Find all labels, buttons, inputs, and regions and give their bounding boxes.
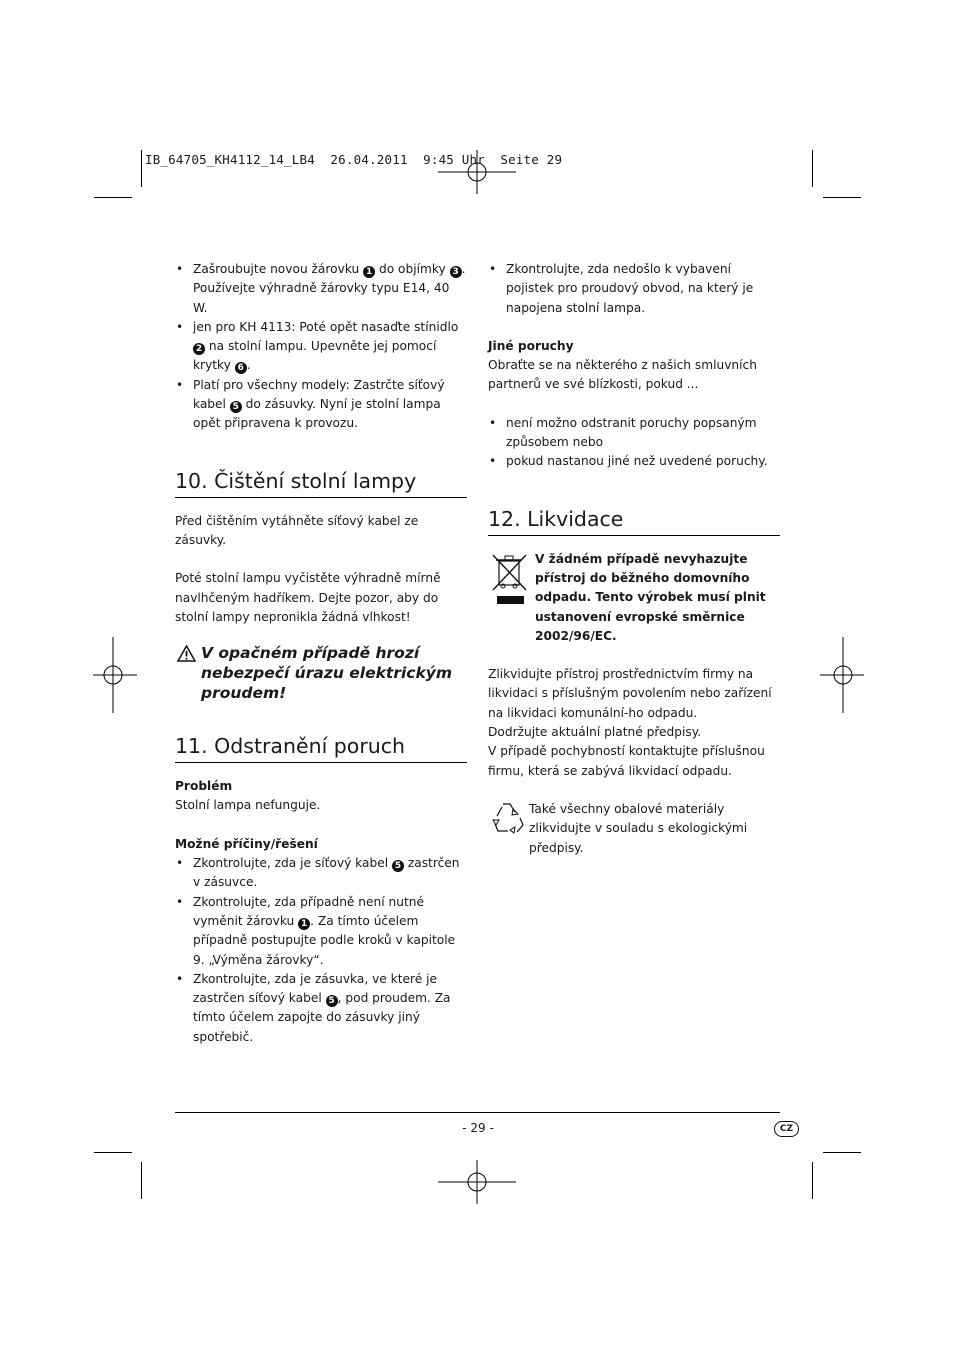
crossed-bin-icon [490, 552, 530, 608]
causes-label: Možné příčiny/řešení [175, 836, 318, 851]
crop-mark [141, 1162, 142, 1199]
crop-mark [823, 197, 861, 198]
list-item: • Zkontrolujte, zda je síťový kabel 5 zastrčen v zásuvce. [175, 854, 467, 893]
crop-mark [94, 1152, 132, 1153]
problem-text: Stolní lampa nefunguje. [175, 798, 321, 813]
left-column [175, 260, 467, 1047]
causes-list [175, 854, 467, 1047]
paragraph: Zlikvidujte přístroj prostřednictvím firmy na likvidaci s příslušným povolením nebo zařízení na likvidaci komunální-ho odpadu. [488, 667, 772, 720]
paragraph: Poté stolní lampu vyčistěte výhradně mírně navlhčeným hadříkem. Dejte pozor, aby do stolní lampy nepronikla žádná vlhkost! [175, 571, 441, 624]
recycling-notice: Také všechny obalové materiály zlikvidujte v souladu s ekologickými předpisy. [488, 800, 780, 858]
language-badge: CZ [774, 1121, 799, 1137]
list-item: • Zašroubujte novou žárovku 1 do objímky 3 . Používejte výhradně žárovky typu E14, 40 W. [175, 260, 467, 318]
paragraph: Obraťte se na některého z našich smluvních partnerů ve své blízkosti, pokud ... [488, 358, 757, 392]
list-item: • Zkontrolujte, zda nedošlo k vybavení pojistek pro proudový obvod, na který je napojena stolní lampa. [488, 260, 780, 318]
crop-mark [141, 150, 142, 187]
list-item: • jen pro KH 4113: Poté opět nasaďte stínidlo 2 na stolní lampu. Upevněte jej pomocí krytky 6 . [175, 318, 467, 376]
crop-mark [812, 1162, 813, 1199]
footer-rule [175, 1112, 780, 1113]
problem-label: Problém [175, 779, 233, 794]
paragraph: V případě pochybností kontaktujte příslušnou firmu, která se zabývá likvidací odpadu. [488, 744, 765, 778]
crop-mark [823, 1152, 861, 1153]
section-title-troubleshooting: 11. Odstranění poruch [175, 733, 467, 763]
list-item: • Zkontrolujte, zda je zásuvka, ve které je zastrčen síťový kabel 5 , pod proudem. Za tímto účelem zapojte do zásuvky jiný spotřebič. [175, 970, 467, 1047]
part-number-badge: 1 [298, 918, 310, 930]
bullet-list-top [175, 260, 467, 434]
part-number-badge: 5 [392, 860, 404, 872]
page-number: - 29 - [462, 1121, 494, 1135]
weee-notice: V žádném případě nevyhazujte přístroj do běžného domovního odpadu. Tento výrobek musí plnit ustanovení evropské směrnice 2002/96/EC. [488, 550, 780, 646]
list-item: • Platí pro všechny modely: Zastrčte síťový kabel 5 do zásuvky. Nyní je stolní lampa opět připravena k provozu. [175, 376, 467, 434]
part-number-badge: 1 [363, 266, 375, 278]
warning-note: V opačném případě hrozí nebezpečí úrazu elektrickým proudem! [175, 643, 467, 703]
other-faults-list [488, 414, 780, 472]
section-title-disposal: 12. Likvidace [488, 506, 780, 536]
section-title-cleaning: 10. Čištění stolní lampy [175, 468, 467, 498]
paragraph: Dodržujte aktuální platné předpisy. [488, 725, 702, 740]
part-number-badge: 5 [326, 995, 338, 1007]
part-number-badge: 6 [235, 362, 247, 374]
right-column [488, 260, 780, 858]
crop-mark [812, 150, 813, 187]
recycle-icon [490, 798, 528, 836]
part-number-badge: 5 [230, 401, 242, 413]
print-slug: IB_64705_KH4112_14_LB4 26.04.2011 9:45 Uhr Seite 29 [145, 152, 563, 167]
crop-mark [94, 197, 132, 198]
other-faults-label: Jiné poruchy [488, 338, 574, 353]
registration-mark-left [93, 637, 138, 715]
registration-mark-right [820, 637, 865, 715]
part-number-badge: 3 [450, 266, 462, 278]
paragraph: Před čištěním vytáhněte síťový kabel ze zásuvky. [175, 513, 419, 547]
list-item: • není možno odstranit poruchy popsaným způsobem nebo [488, 414, 780, 453]
list-item: • Zkontrolujte, zda případně není nutné vyměnit žárovku 1 . Za tímto účelem případně postupujte podle kroků v kapitole 9. „Výměna žárovky“. [175, 893, 467, 970]
warning-triangle-icon [177, 645, 196, 662]
registration-mark-bottom [438, 1160, 518, 1205]
part-number-badge: 2 [193, 343, 205, 355]
list-item: • pokud nastanou jiné než uvedené poruchy. [488, 452, 780, 471]
